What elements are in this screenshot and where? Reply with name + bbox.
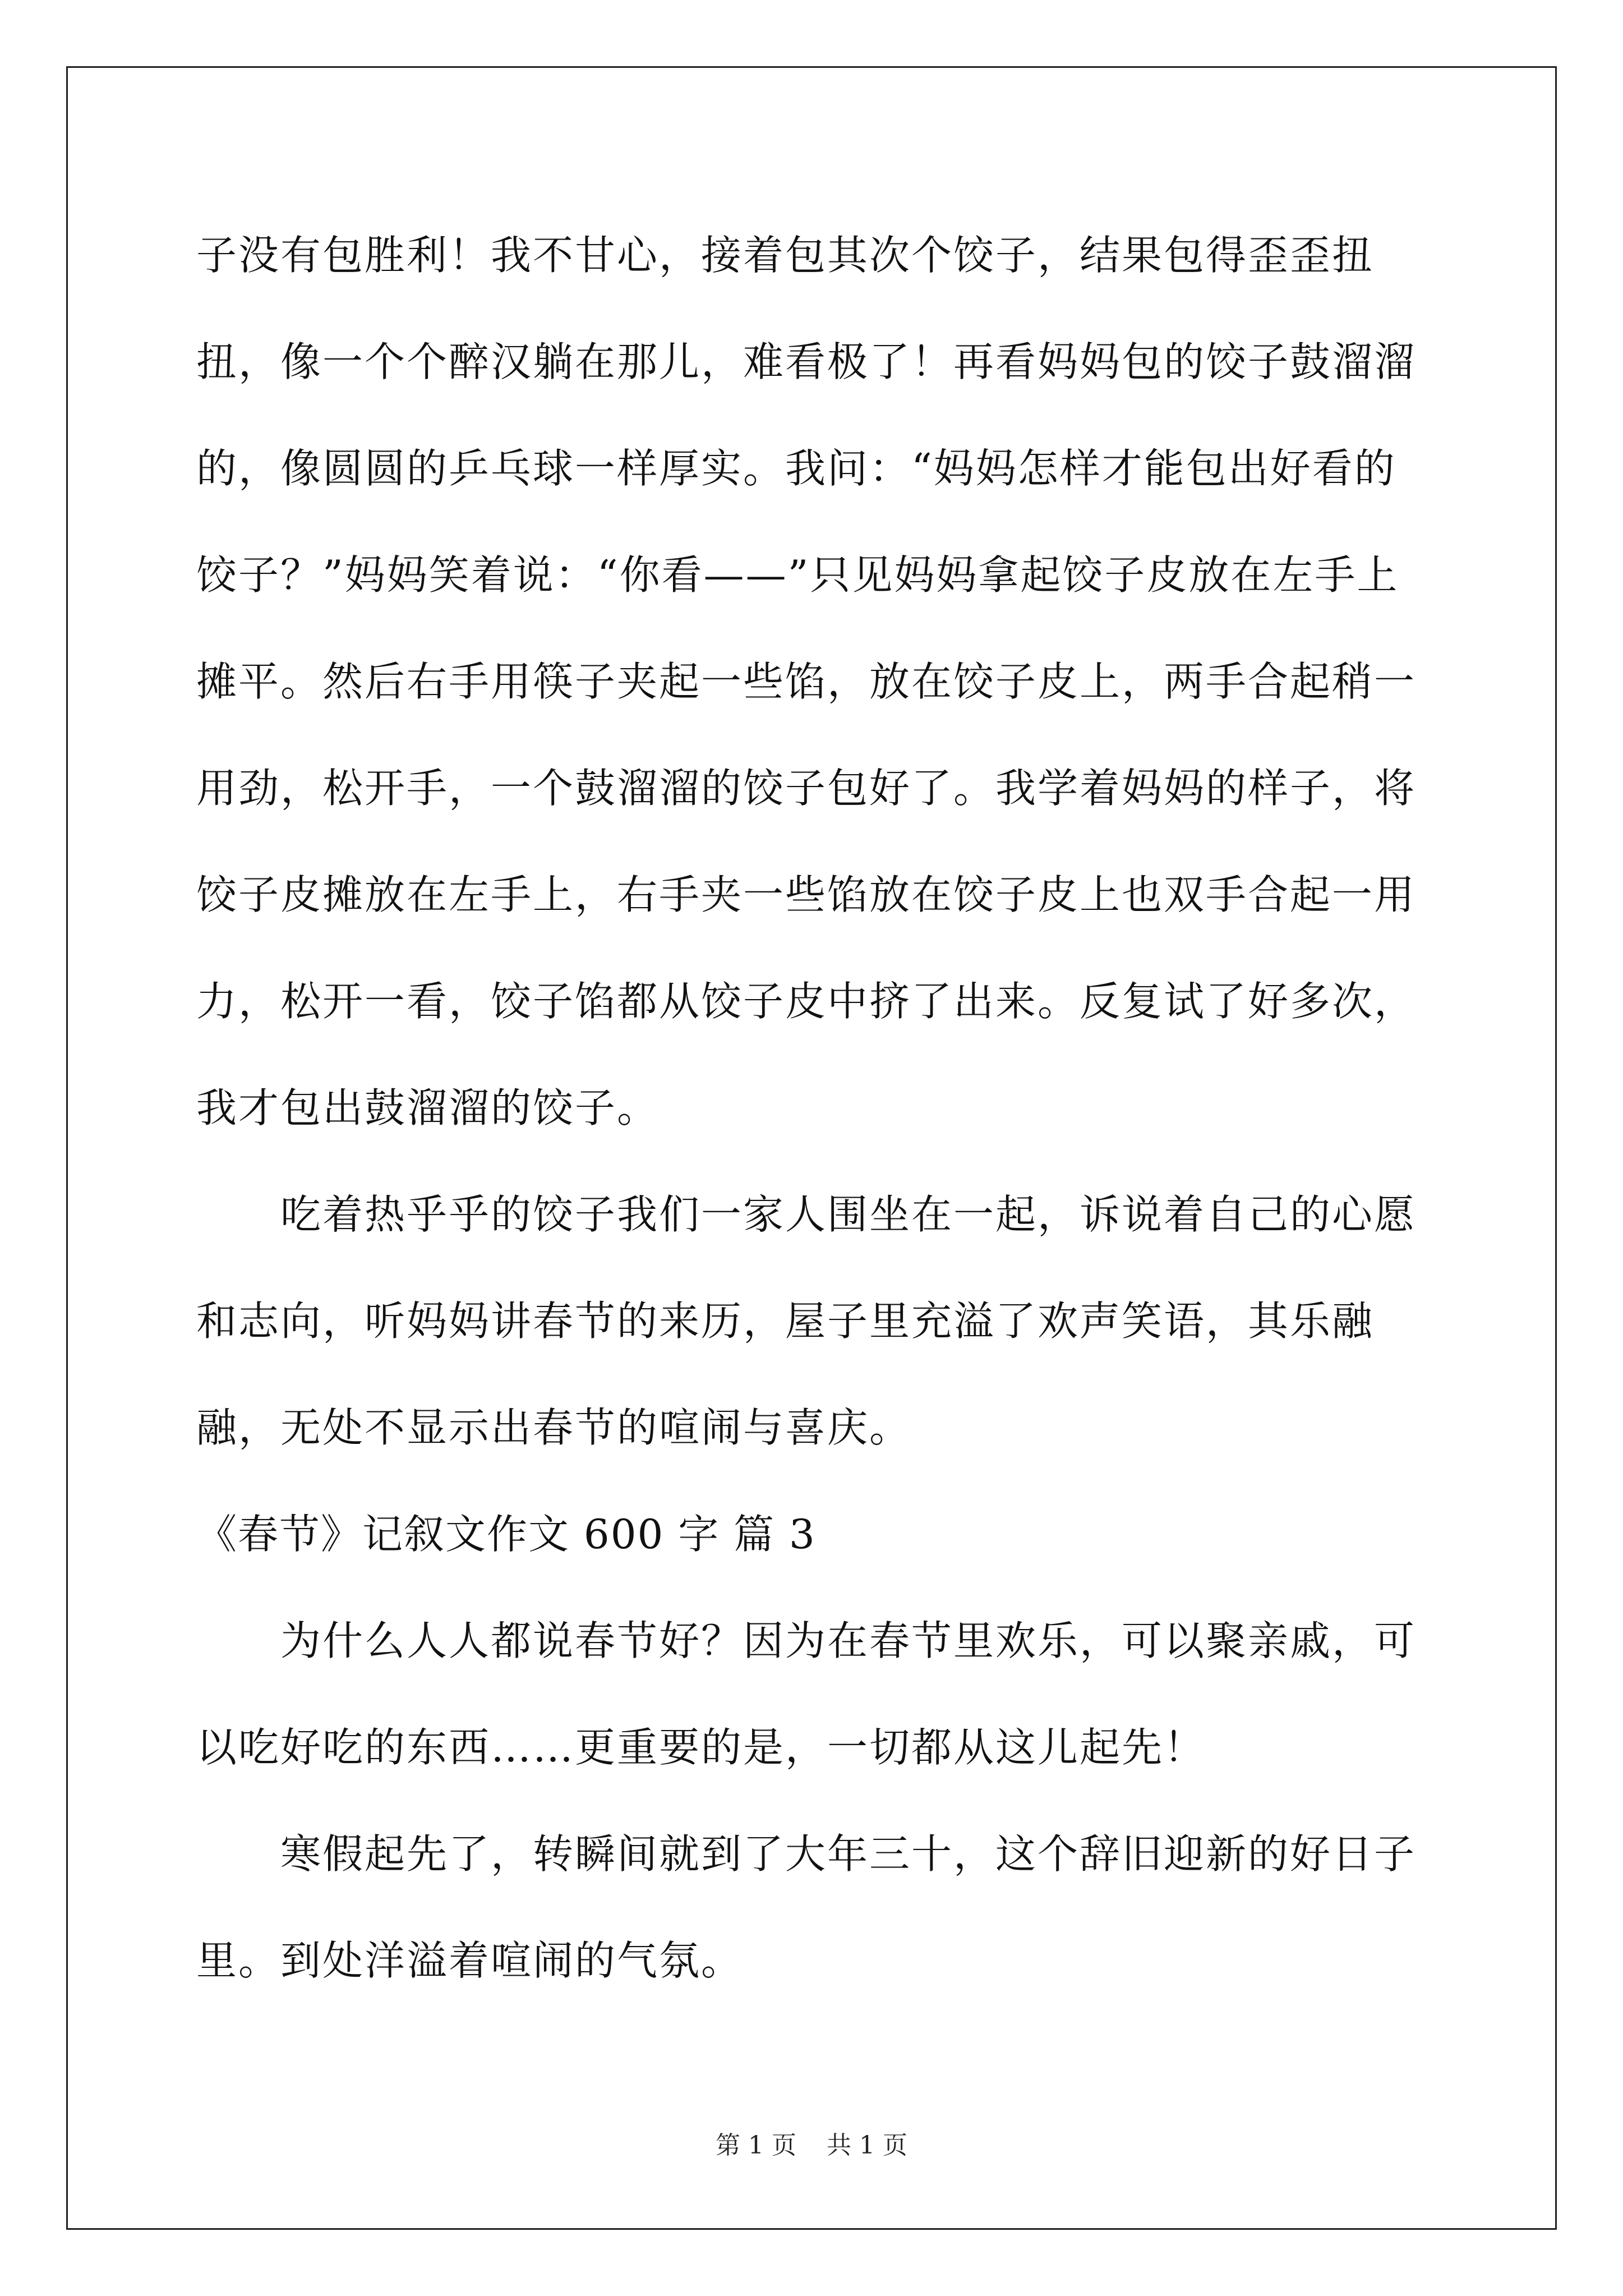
- section-heading: 《春节》记叙文作文 600 字 篇 3: [196, 1511, 816, 1558]
- paragraph-2: 吃着热乎乎的饺子我们一家人围坐在一起，诉说着自己的心愿和志向，听妈妈讲春节的来历，屋子里充溢了欢声笑语，其乐融融，无处不显示出春节的喧闹与喜庆。: [196, 1191, 1417, 1451]
- page-total: 共 1 页: [827, 2131, 907, 2160]
- page-number: 第 1 页: [716, 2131, 796, 2160]
- paragraph-3: 为什么人人都说春节好？因为在春节里欢乐，可以聚亲戚，可以吃好吃的东西……更重要的是，一切都从这儿起先！: [196, 1617, 1417, 1771]
- paragraph-1: 子没有包胜利！我不甘心，接着包其次个饺子，结果包得歪歪扭扭，像一个个醉汉躺在那儿，难看极了！再看妈妈包的饺子鼓溜溜的，像圆圆的乒乓球一样厚实。我问：“妈妈怎样才能包出好看的饺子？”妈妈笑着说：“你看——”只见妈妈拿起饺子皮放在左手上摊平。然后右手用筷子夹起一些馅，放在饺子皮上，两手合起稍一用劲，松开手，一个鼓溜溜的饺子包好了。我学着妈妈的样子，将饺子皮摊放在左手上，右手夹一些馅放在饺子皮上也双手合起一用力，松开一看，饺子馅都从饺子皮中挤了出来。反复试了好多次，我才包出鼓溜溜的饺子。: [196, 232, 1417, 1131]
- document-body: [196, 202, 1430, 2014]
- page-footer: [0, 2129, 1623, 2162]
- paragraph-4: 寒假起先了，转瞬间就到了大年三十，这个辞旧迎新的好日子里。到处洋溢着喧闹的气氛。: [196, 1830, 1417, 1984]
